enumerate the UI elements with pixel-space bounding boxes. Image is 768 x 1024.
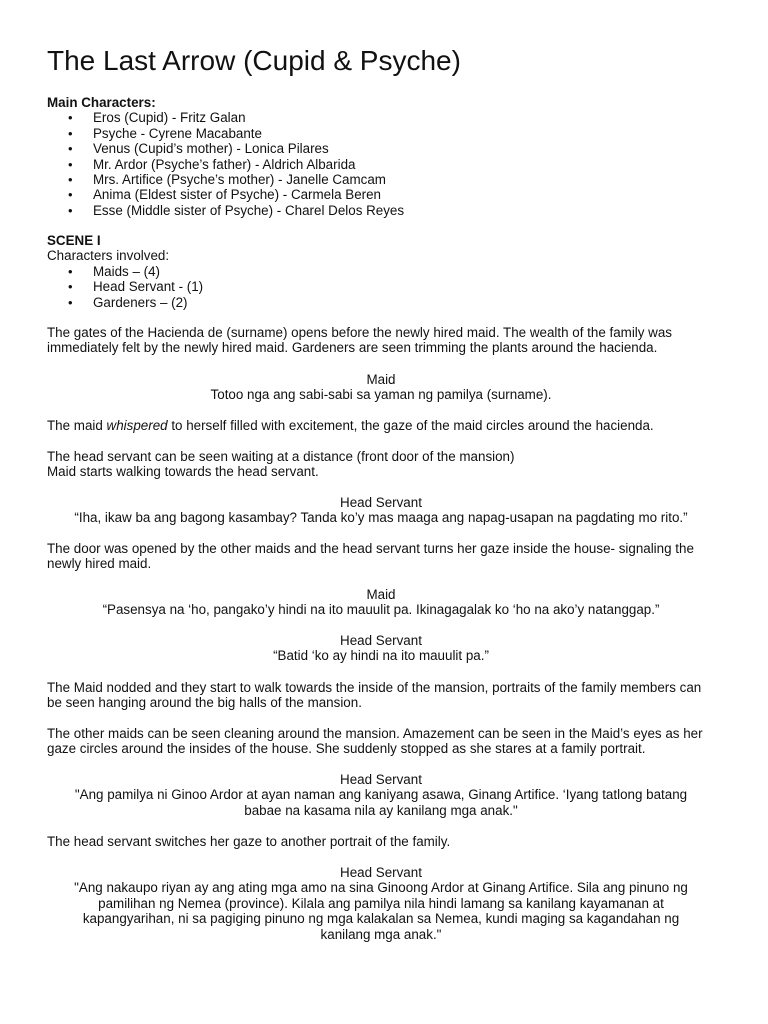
narration-paragraph: The door was opened by the other maids and the head servant turns her gaze inside the house- signaling the newly hired maid. <box>47 541 694 572</box>
list-item: • Mrs. Artifice (Psyche’s mother) - Janelle Camcam <box>47 172 715 187</box>
narration-paragraph: The other maids can be seen cleaning around the mansion. Amazement can be seen in the Maid’s eyes as her gaze circles around the insides of the house. She suddenly stopped as she stares at a family portrait. <box>47 726 703 757</box>
characters-involved-label: Characters involved: <box>47 248 170 264</box>
dialogue-block <box>57 865 705 942</box>
narration-text: to herself filled with excitement, the gaze of the maid circles around the hacienda. <box>167 418 654 433</box>
dialogue-speaker: Maid <box>366 372 396 387</box>
main-characters-section <box>47 95 715 218</box>
list-item: • Gardeners – (2) <box>47 295 715 310</box>
dialogue-speaker: Head Servant <box>340 865 422 880</box>
list-item: • Maids – (4) <box>47 264 715 279</box>
narration-line: The head servant can be seen waiting at a distance (front door of the mansion) <box>47 449 515 464</box>
list-item: • Head Servant - (1) <box>47 279 715 294</box>
scene-heading: SCENE I <box>47 233 101 248</box>
characters-involved-list <box>47 264 715 310</box>
dialogue-line: “Batid ‘ko ay hindi na ito mauulit pa.” <box>273 648 489 664</box>
emphasized-word: whispered <box>106 418 168 433</box>
list-item: • Eros (Cupid) - Fritz Galan <box>47 110 715 125</box>
list-item: • Venus (Cupid’s mother) - Lonica Pilares <box>47 141 715 156</box>
dialogue-block <box>57 772 705 818</box>
dialogue-block <box>47 633 715 664</box>
narration-line: Maid starts walking towards the head servant. <box>47 464 319 480</box>
main-characters-heading: Main Characters: <box>47 95 156 110</box>
dialogue-line: Totoo nga ang sabi-sabi sa yaman ng pamilya (surname). <box>210 387 552 403</box>
narration-paragraph: The gates of the Hacienda de (surname) opens before the newly hired maid. The wealth of the family was immediately felt by the newly hired maid. Gardeners are seen trimming the plants around the hacienda. <box>47 325 672 356</box>
scene-section <box>47 233 715 310</box>
dialogue-speaker: Maid <box>366 587 396 602</box>
dialogue-block <box>47 495 715 526</box>
list-item: • Mr. Ardor (Psyche’s father) - Aldrich Albarida <box>47 157 715 172</box>
dialogue-line: "Ang pamilya ni Ginoo Ardor at ayan naman ang kaniyang asawa, Ginang Artifice. ‘Iyang tatlong batang babae na kasama nila ay kanilang mga anak." <box>74 787 688 818</box>
dialogue-speaker: Head Servant <box>340 633 422 648</box>
dialogue-speaker: Head Servant <box>340 495 422 510</box>
main-characters-list <box>47 110 715 218</box>
dialogue-line: "Ang nakaupo riyan ay ang ating mga amo na sina Ginoong Ardor at Ginang Artifice. Sila ang pinuno ng pamilihan ng Nemea (province). Kilala ang pamilya nila hindi lamang sa kanilang kayamanan at kapangyarihan, ni sa pagiging pinuno ng mga kalakalan sa Nemea, kundi maging sa kagandahan ng kanilang mga anak." <box>74 880 688 942</box>
list-item: • Anima (Eldest sister of Psyche) - Carmela Beren <box>47 187 715 202</box>
narration-text: The maid <box>47 418 107 433</box>
narration-paragraph: The Maid nodded and they start to walk towards the inside of the mansion, portraits of the family members can be seen hanging around the big halls of the mansion. <box>47 680 702 711</box>
list-item: • Esse (Middle sister of Psyche) - Charel Delos Reyes <box>47 203 715 218</box>
dialogue-block <box>47 372 715 403</box>
dialogue-line: “Iha, ikaw ba ang bagong kasambay? Tanda ko’y mas maaga ang napag-usapan na pagdating mo rito.” <box>74 510 688 526</box>
dialogue-line: “Pasensya na ‘ho, pangako’y hindi na ito mauulit pa. Ikinagagalak ko ‘ho na ako’y natanggap.” <box>102 602 660 618</box>
narration-paragraph: The head servant switches her gaze to another portrait of the family. <box>47 834 451 849</box>
narration-paragraph <box>47 449 715 480</box>
list-item: • Psyche - Cyrene Macabante <box>47 126 715 141</box>
narration-paragraph <box>47 418 715 433</box>
dialogue-speaker: Head Servant <box>340 772 422 787</box>
dialogue-block <box>47 587 715 618</box>
document-title: The Last Arrow (Cupid & Psyche) <box>47 45 461 76</box>
